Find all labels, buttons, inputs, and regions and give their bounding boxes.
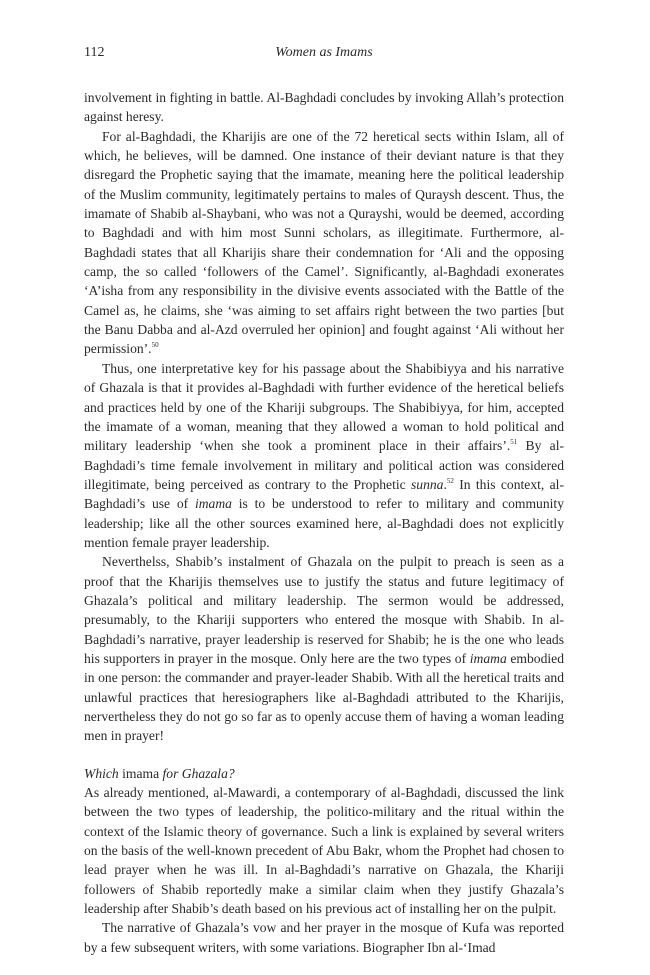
- footnote-ref-51: 51: [510, 438, 518, 447]
- running-title: Women as Imams: [275, 45, 373, 60]
- paragraph-continuation: involvement in fighting in battle. Al-Baghdadi concludes by invoking Allah’s protection against heresy.: [84, 90, 564, 125]
- footnote-ref-50: 50: [151, 341, 159, 350]
- paragraph-mawardi: As already mentioned, al-Mawardi, a contemporary of al-Baghdadi, discussed the link between the two types of leadership, the politico-military and the ritual within the context of the Islamic theory of governance. Such a link is explained by several writers on the basis of the well-known precedent of Abu Bakr, whom the Prophet had chosen to lead prayer when he was ill. In al-Baghdadi’s narrative on Ghazala, the Khariji followers of Shabib reportedly make a similar claim when they justify Ghazala’s leadership after Shabib’s death based on his previous act of installing her on the pulpit.: [84, 785, 564, 917]
- section-heading: Which imama for Ghazala?: [84, 765, 235, 781]
- page-number: 112: [84, 45, 105, 60]
- footnote-ref-52: 52: [446, 476, 454, 485]
- page-body: [84, 88, 564, 957]
- paragraph-interpretative-key: Thus, one interpretative key for his passage about the Shabibiyya and his narrative of Ghazala is that it provides al-Baghdadi with further evidence of the heretical beliefs and practices held by one of the Khariji subgroups. The Shabibiyya, for him, accepted the imamate of a woman, meaning that they allowed a woman to hold political and military leadership ‘when she took a prominent place in their affairs’.$^{51}$ By al-Baghdadi’s time female involvement in military and political action was considered illegitimate, being perceived as contrary to the Prophetic sunna.$^{52}$ In this context, al-Baghdadi’s use of imama is to be understood to refer to military and community leadership; like all the other sources examined here, al-Baghdadi does not explicitly mention female prayer leadership.: [84, 360, 565, 550]
- paragraph-narrative-vow: The narrative of Ghazala’s vow and her prayer in the mosque of Kufa was reported by a few subsequent writers, with some variations. Biographer Ibn al-‘Imad: [84, 920, 564, 955]
- paragraph-kharijis-sects: For al-Baghdadi, the Kharijis are one of the 72 heretical sects within Islam, all of which, he believes, will be damned. One instance of their deviant nature is that they disregard the Prophetic saying that the imamate, meaning here the political leadership of the Muslim community, legitimately pertains to males of Quraysh descent. Thus, the imamate of Shabib al-Shaybani, who was not a Qurayshi, would be deemed, according to Baghdadi and with him most Sunni scholars, as illegitimate. Furthermore, al-Baghdadi states that all Kharijis share their condemnation for ‘Ali and the opposing camp, the so called ‘followers of the Camel’. Significantly, al-Baghdadi exonerates ‘A’isha from any responsibility in the divisive events associated with the Battle of the Camel as, he claims, she ‘was aiming to set affairs right between the two parties [but the Banu Dabba and al-Azd overruled her opinion] and fought against ‘Ali without her permission’.$^{50}$: [84, 128, 564, 357]
- term-sunna: sunna: [411, 476, 444, 492]
- paragraph-nevertheless: Neverthelss, Shabib’s instalment of Ghazala on the pulpit to preach is seen as a proof that the Kharijis themselves use to justify the status and future legitimacy of Ghazala’s political and military leadership. The sermon would be addressed, presumably, to the Khariji supporters who entered the mosque with Shabib. In al-Baghdadi’s narrative, prayer leadership is reserved for Shabib; he is the one who leads his supporters in prayer in the mosque. Only here are the two types of imama embodied in one person: the commander and prayer-leader Shabib. With all the heretical traits and unlawful practices that heresiographers like al-Baghdadi attributed to the Kharijis, nervertheless they do not go so far as to openly accuse them of having a woman leading men in prayer!: [84, 554, 564, 744]
- term-imama: imama: [469, 650, 507, 666]
- running-header: [84, 45, 564, 65]
- term-imama: imama: [194, 496, 232, 512]
